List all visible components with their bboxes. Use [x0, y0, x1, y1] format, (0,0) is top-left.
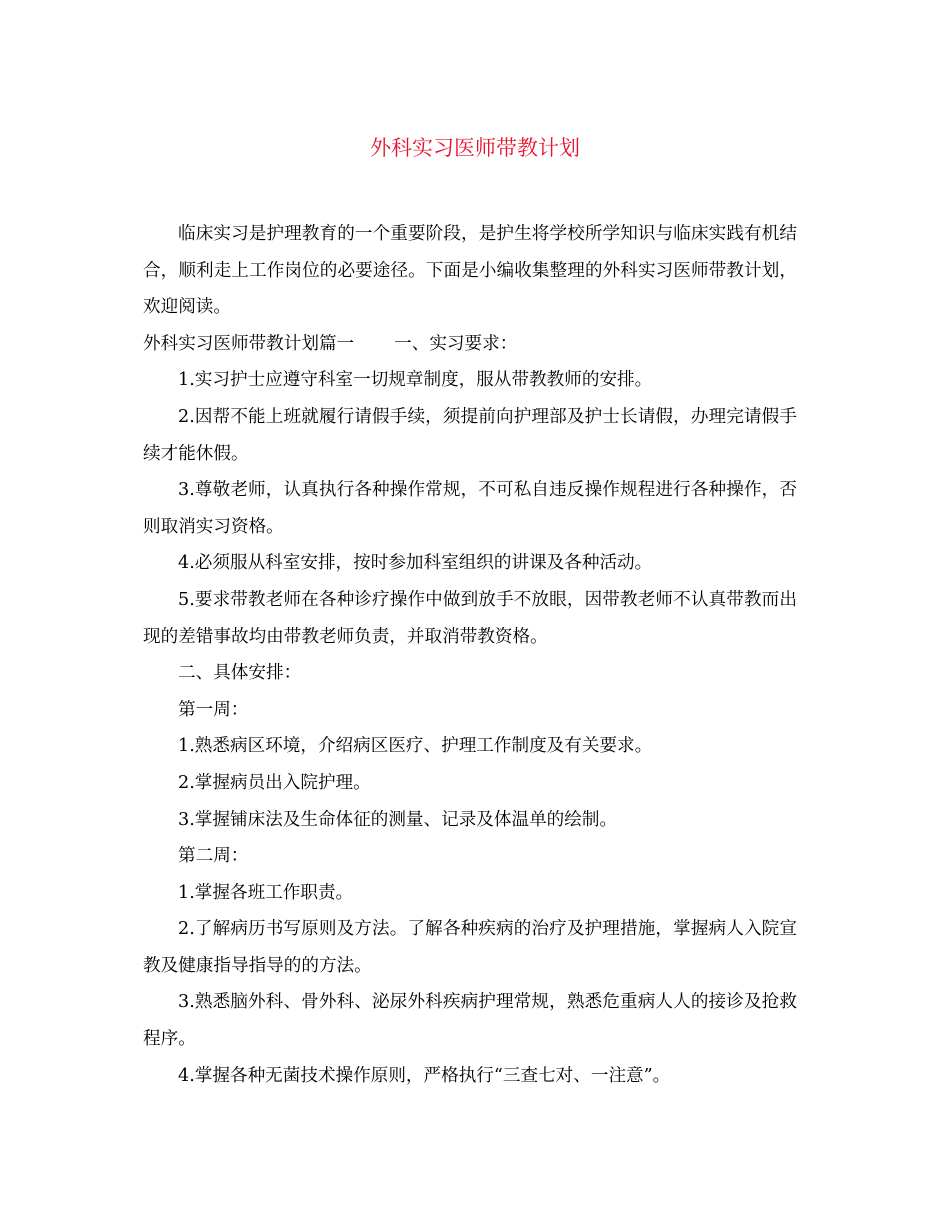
document-body	[143, 216, 797, 1094]
document-title: 外科实习医师带教计划	[370, 136, 580, 160]
section-heading: 外科实习医师带教计划篇一	[143, 333, 355, 354]
requirement-item: 5.要求带教老师在各种诊疗操作中做到放手不放眼，因带教老师不认真带教而出现的差错事故均由带教老师负责，并取消带教资格。	[143, 589, 797, 647]
week2-item: 1.掌握各班工作职责。	[178, 882, 354, 903]
requirement-item: 3.尊敬老师，认真执行各种操作常规，不可私自违反操作规程进行各种操作，否则取消实习资格。	[143, 480, 797, 537]
requirement-item: 4.必须服从科室安排，按时参加科室组织的讲课及各种活动。	[178, 553, 653, 574]
week2-item: 4.掌握各种无菌技术操作原则，严格执行“三查七对、一注意”。	[178, 1065, 671, 1086]
week1-label: 第一周：	[178, 699, 249, 720]
week2-label: 第二周：	[178, 846, 249, 867]
section-subheading: 一、实习要求：	[394, 333, 518, 354]
requirement-item: 2.因帮不能上班就履行请假手续，须提前向护理部及护士长请假，办理完请假手续才能休假。	[143, 406, 797, 464]
section-heading-line	[143, 326, 797, 363]
week2-item: 2.了解病历书写原则及方法。了解各种疾病的治疗及护理措施，掌握病人入院宣教及健康指导指导的的方法。	[143, 919, 797, 976]
week1-item: 1.熟悉病区环境，介绍病区医疗、护理工作制度及有关要求。	[178, 736, 653, 757]
week2-item: 3.熟悉脑外科、骨外科、泌尿外科疾病护理常规，熟悉危重病人人的接诊及抢救程序。	[143, 992, 797, 1050]
week1-item: 3.掌握铺床法及生命体征的测量、记录及体温单的绘制。	[178, 809, 618, 830]
requirement-item: 1.实习护士应遵守科室一切规章制度，服从带教教师的安排。	[178, 370, 653, 391]
week1-item: 2.掌握病员出入院护理。	[178, 772, 371, 793]
arrangement-heading: 二、具体安排：	[178, 663, 302, 684]
intro-paragraph: 临床实习是护理教育的一个重要阶段，是护生将学校所学知识与临床实践有机结合，顺利走上工作岗位的必要途径。下面是小编收集整理的外科实习医师带教计划，欢迎阅读。	[143, 224, 797, 318]
